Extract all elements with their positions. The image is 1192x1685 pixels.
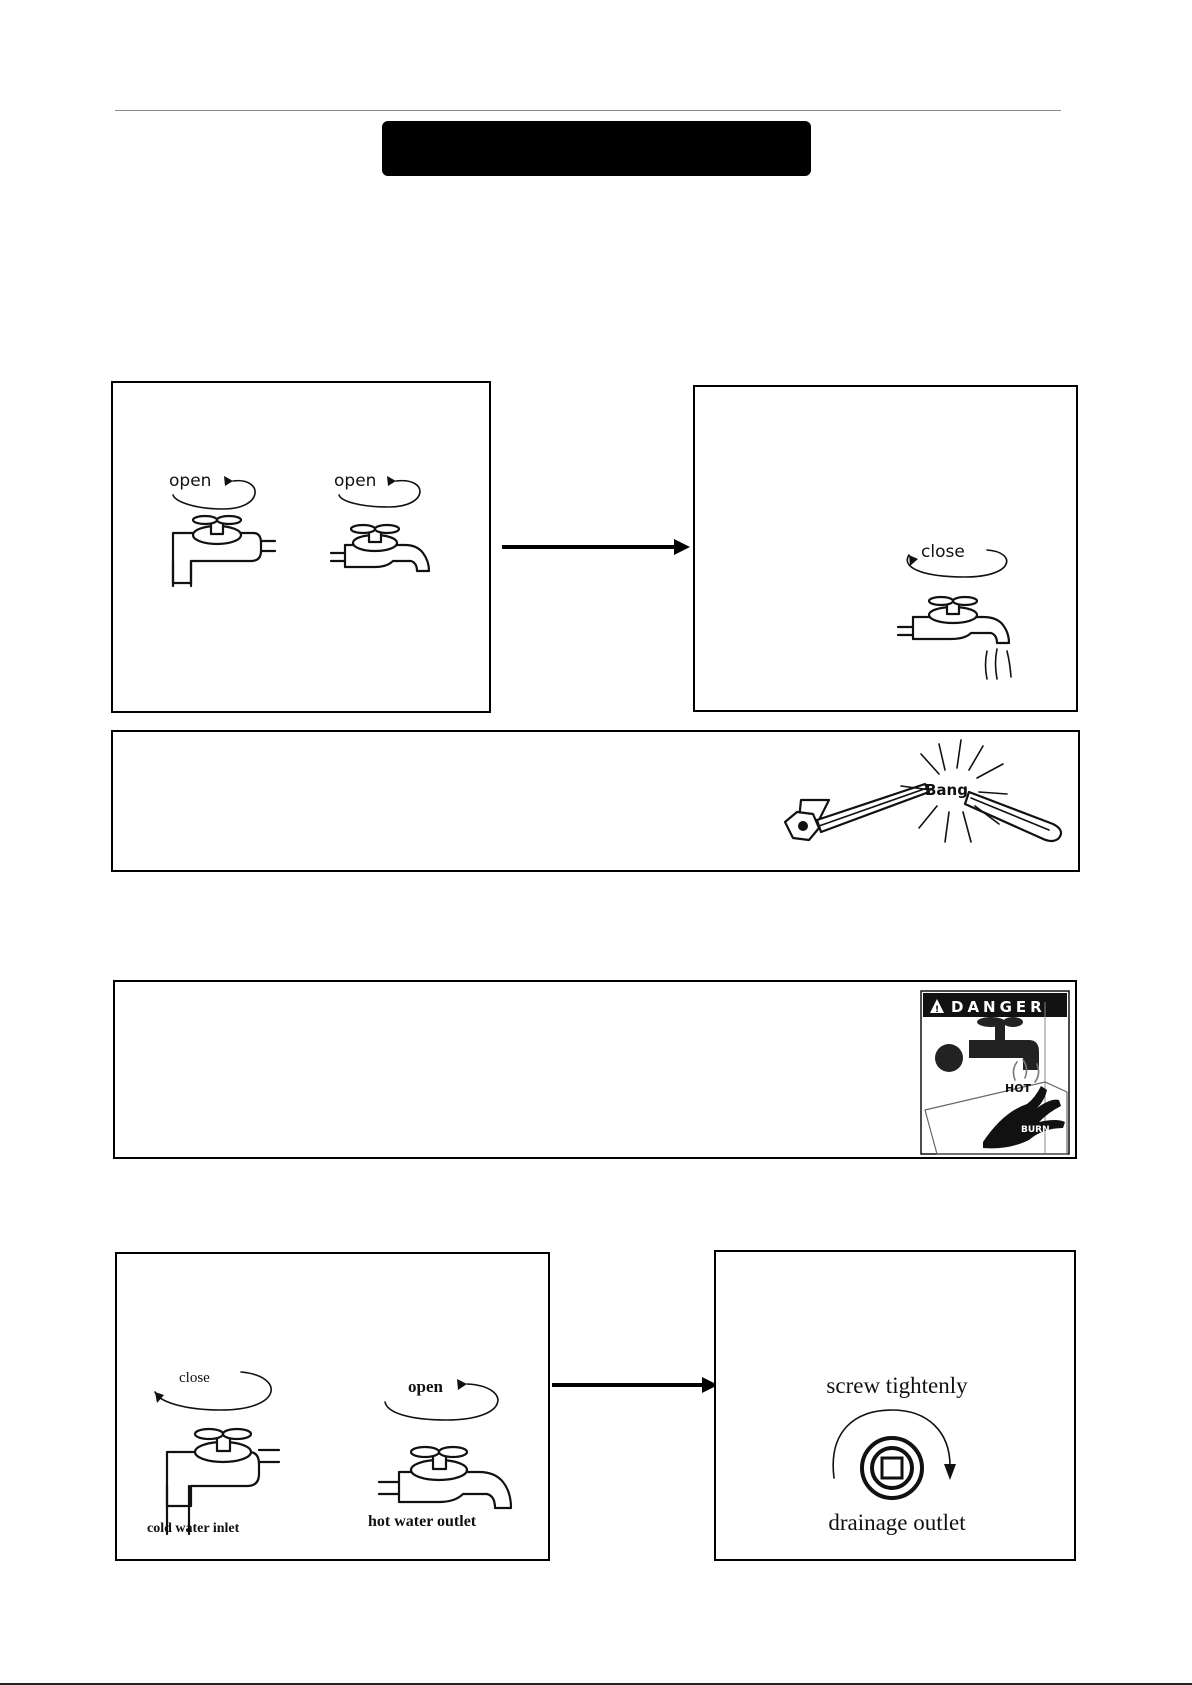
close-arrowhead-icon xyxy=(909,555,918,566)
panel-danger-warning xyxy=(113,980,1077,1159)
danger-sign-title: DANGER xyxy=(951,998,1046,1016)
panel-close-tap xyxy=(693,385,1078,712)
right-open-arrowhead-icon xyxy=(387,476,396,486)
step-arrow-2-icon xyxy=(552,1375,720,1395)
left-open-arrowhead-icon xyxy=(224,476,233,486)
hot-water-outlet-caption: hot water outlet xyxy=(368,1513,477,1530)
svg-text:!: ! xyxy=(935,1005,940,1015)
heating-element-icon xyxy=(785,784,1061,841)
left-tap-open-label: open xyxy=(169,471,212,491)
bang-label: Bang xyxy=(925,781,968,799)
cold-water-inlet-caption: cold water inlet xyxy=(147,1521,240,1536)
right-tap-icon xyxy=(331,525,429,571)
heating-element-illustration xyxy=(113,732,1082,874)
right-tap-open-label: open xyxy=(334,471,377,491)
close-tap-icon xyxy=(898,597,1009,643)
hot-water-tap-icon xyxy=(379,1447,511,1508)
section-title-bar xyxy=(382,121,811,176)
cold-water-tap-icon xyxy=(167,1429,279,1534)
drain-valves-illustration xyxy=(117,1254,552,1563)
header-rule xyxy=(115,110,1061,111)
screw-arrowhead-icon xyxy=(944,1464,956,1480)
screw-rotation-arrow-icon xyxy=(833,1410,950,1478)
step-arrow-icon xyxy=(502,537,692,557)
hot-tap-open-label: open xyxy=(408,1377,443,1396)
drainage-outlet-caption: drainage outlet xyxy=(828,1510,966,1535)
open-taps-illustration xyxy=(113,383,493,715)
close-tap-illustration xyxy=(695,387,1080,714)
water-drip-icon xyxy=(986,649,1012,679)
left-tap-icon xyxy=(173,516,275,586)
panel-drainage-outlet xyxy=(714,1250,1076,1561)
panel-drain-valves xyxy=(115,1252,550,1561)
panel-open-taps xyxy=(111,381,491,713)
cold-close-arrow-icon xyxy=(155,1372,271,1410)
drainage-outlet-illustration xyxy=(716,1252,1078,1563)
hot-open-arrowhead-icon xyxy=(457,1379,467,1390)
close-tap-label: close xyxy=(921,542,965,562)
hot-label: HOT xyxy=(1005,1082,1032,1095)
danger-sign-illustration xyxy=(115,982,1079,1161)
cold-close-arrowhead-icon xyxy=(155,1392,164,1403)
burn-label: BURN xyxy=(1021,1125,1050,1135)
screw-tightenly-caption: screw tightenly xyxy=(826,1373,968,1398)
panel-heating-element xyxy=(111,730,1080,872)
cold-tap-close-label: close xyxy=(179,1370,210,1386)
drainage-plug-icon xyxy=(862,1438,922,1498)
